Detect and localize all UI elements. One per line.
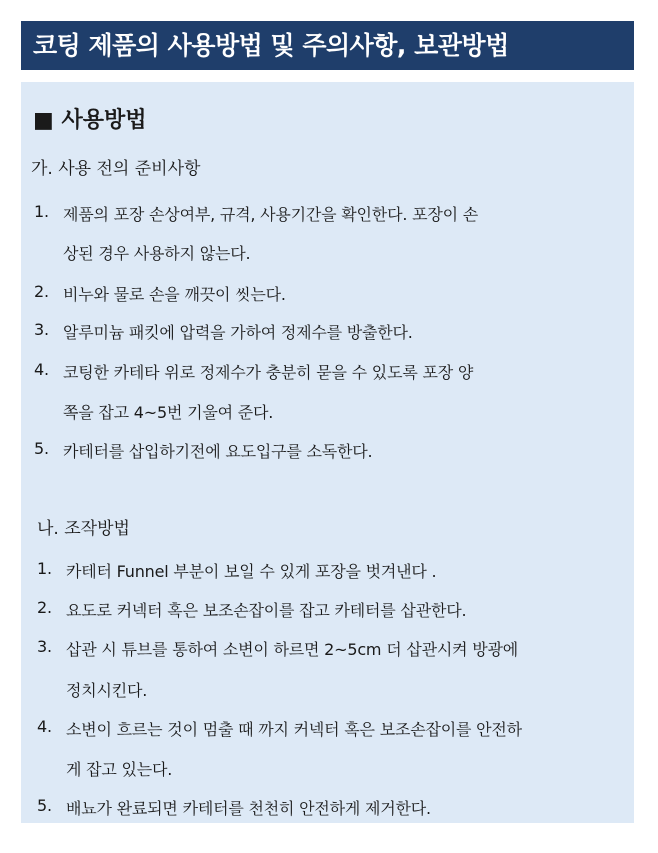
item-number: 3. <box>37 637 52 656</box>
item-text: 요도로 커넥터 혹은 보조손잡이를 잡고 카테터를 삽관한다. <box>66 601 467 620</box>
operation-item-4-continuation: 게 잡고 있는다. <box>66 760 173 779</box>
item-number: 4. <box>34 360 49 379</box>
operation-title: 나. 조작방법 <box>37 519 130 539</box>
item-number: 2. <box>37 598 52 617</box>
item-text: 코팅한 카테타 위로 정제수가 충분히 묻을 수 있도록 포장 양 <box>63 363 474 382</box>
item-text: 삽관 시 튜브를 통하여 소변이 하르면 2~5cm 더 삽관시켜 방광에 <box>66 640 519 659</box>
prep-title: 가. 사용 전의 준비사항 <box>31 159 201 179</box>
item-number: 1. <box>37 559 52 578</box>
operation-item-3-continuation: 정치시킨다. <box>66 681 148 700</box>
item-number: 4. <box>37 717 52 736</box>
item-number: 3. <box>34 320 49 339</box>
item-text: 배뇨가 완료되면 카테터를 천천히 안전하게 제거한다. <box>66 799 431 818</box>
prep-item-4-continuation: 쪽을 잡고 4~5번 기울여 준다. <box>63 403 274 422</box>
item-text: 소변이 흐르는 것이 멈출 때 까지 커넥터 혹은 보조손잡이를 안전하 <box>66 720 522 739</box>
item-number: 5. <box>34 439 49 458</box>
item-number: 5. <box>37 796 52 815</box>
item-text: 카테터를 삽입하기전에 요도입구를 소독한다. <box>63 442 373 461</box>
item-number: 2. <box>34 282 49 301</box>
item-text: 비누와 물로 손을 깨끗이 씻는다. <box>63 285 286 304</box>
page-title: 코팅 제품의 사용방법 및 주의사항, 보관방법 <box>21 21 634 70</box>
item-number: 1. <box>34 202 49 221</box>
item-text: 카테터 Funnel 부분이 보일 수 있게 포장을 벗겨낸다 . <box>66 562 437 581</box>
item-text: 알루미늄 패킷에 압력을 가하여 정제수를 방출한다. <box>63 323 413 342</box>
prep-item-1-continuation: 상된 경우 사용하지 않는다. <box>63 244 251 263</box>
item-text: 제품의 포장 손상여부, 규격, 사용기간을 확인한다. 포장이 손 <box>63 205 479 224</box>
section-title: ■ 사용방법 <box>33 108 147 133</box>
